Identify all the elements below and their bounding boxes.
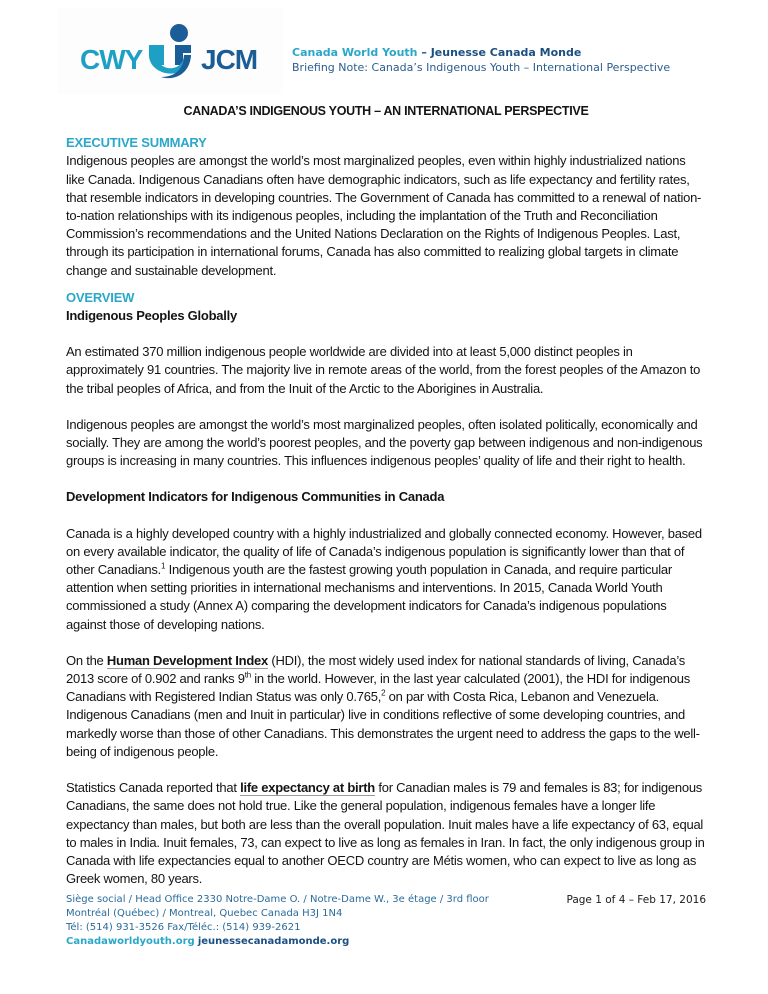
header-text-block [292, 45, 670, 75]
footer-websites [66, 935, 706, 949]
canada-paragraph-part2: Indigenous youth are the fastest growing youth population in Canada, and require particular attention when setting priorities in international mechanisms and interventions. In 2015, Canada World Youth commissioned a study (Annex A) comparing the development indicators for Canada’s indigenous populations against those of developing nations. [66, 562, 672, 632]
footer-address-line2: Montréal (Québec) / Montreal, Quebec Canada H3J 1N4 [66, 908, 343, 919]
hdi-part2: in the world. However, in the last year calculated (2001), the HDI for indigenous Canadians with Registered Indian Status was only 0.765, [66, 671, 690, 705]
document-title: CANADA’S INDIGENOUS YOUTH – AN INTERNATIONAL PERSPECTIVE [183, 104, 589, 118]
footer-address-line1: Siège social / Head Office 2330 Notre-Dame O. / Notre-Dame W., 3e étage / 3rd floor [66, 894, 489, 905]
life-rest: for Canadian males is 79 and females is 83; for indigenous Canadians, the same does not hold true. Like the general population, indigenous females have a longer life expectancy than males, but both are less than the overall population. Inuit males have a life expectancy of 63, equal to males in India. Inuit females, 73, can expect to live as long as females in Iran. In fact, the only indigenous group in Canada with life expectancies equal to another OECD country are Métis women, who can expect to live as long as Greek women, 80 years. [66, 780, 705, 887]
life-lead: Statistics Canada reported that [66, 780, 241, 796]
footnote-ref-1[interactable]: 1 [161, 561, 166, 571]
life-expectancy-link[interactable]: life expectancy at birth [240, 780, 375, 796]
hdi-paragraph [66, 652, 706, 761]
page-footer [66, 893, 706, 949]
global-paragraph-1: An estimated 370 million indigenous people worldwide are divided into at least 5,000 distinct peoples in approximately 91 countries. The majority live in remote areas of the world, from the forest peoples of the Amazon to the tribal peoples of Africa, and from the Inuit of the Arctic to the Aborigines in Australia. [66, 344, 701, 396]
logo-cwy-text: CWY [80, 44, 143, 75]
canada-paragraph [66, 525, 706, 634]
development-indicators-heading: Development Indicators for Indigenous Communities in Canada [66, 489, 445, 505]
rank-suffix: th [244, 670, 251, 680]
indigenous-peoples-globally-heading: Indigenous Peoples Globally [66, 308, 237, 324]
page-number-date: Page 1 of 4 – Feb 17, 2016 [566, 894, 706, 906]
human-development-index-link[interactable]: Human Development Index [106, 652, 269, 668]
footer-phone: Tél: (514) 931-3526 Fax/Téléc.: (514) 939-2621 [66, 922, 301, 933]
org-name-en: Canada World Youth [292, 46, 418, 59]
life-expectancy-paragraph [66, 779, 706, 888]
website-en-link[interactable]: Canadaworldyouth.org [66, 936, 195, 947]
briefing-note-subtitle: Briefing Note: Canada’s Indigenous Youth – International Perspective [292, 61, 671, 74]
canada-paragraph-part1: Canada is a highly developed country with a highly industrialized and globally connected economy. However, based on every available indicator, the quality of life of Canada’s indigenous population is significantly lower than that of other Canadians. [66, 525, 702, 578]
website-fr-link[interactable]: jeunessecanadamonde.org [197, 936, 350, 947]
executive-summary-paragraph: Indigenous peoples are amongst the world’s most marginalized peoples, even within highly industrialized nations like Canada. Indigenous Canadians often have demographic indicators, such as life expectancy and fertility rates, that resemble indicators in developing countries. The Government of Canada has committed to a renewal of nation-to-nation relationships with its indigenous peoples, including the implantation of the Truth and Reconciliation Commission’s recommendations and the United Nations Declaration on the Rights of Indigenous Peoples. Last, through its participation in international forums, Canada has also committed to realizing global targets in climate change and sustainable development. [66, 153, 702, 278]
header-org-line [292, 45, 670, 60]
hdi-part3: on par with Costa Rica, Lebanon and Venezuela. Indigenous Canadians (men and Inuit in particular) live in conditions reflective of some developing countries, and markedly worse than those of other Canadians. This demonstrates the urgent need to address the gaps to the well-being of indigenous people. [66, 689, 700, 759]
logo-figure-icon [145, 23, 197, 85]
document-body [66, 102, 706, 888]
org-name-separator: – [417, 46, 431, 59]
page-header [58, 8, 708, 94]
hdi-part1: (HDI), the most widely used index for national standards of living, Canada’s 2013 score of 0.902 and ranks 9 [66, 652, 685, 687]
executive-summary-heading: EXECUTIVE SUMMARY [66, 135, 207, 151]
org-name-fr: Jeunesse Canada Monde [430, 46, 582, 59]
overview-heading: OVERVIEW [66, 289, 135, 305]
logo-jcm-text: JCM [201, 44, 258, 75]
cwy-jcm-logo [58, 8, 283, 94]
global-paragraph-2: Indigenous peoples are amongst the world’s most marginalized peoples, often isolated politically, economically and socially. They are among the world’s poorest peoples, and the poverty gap between indigenous and non-indigenous groups is increasing in many countries. This influences indigenous peoples’ quality of life and their right to health. [66, 416, 703, 469]
footnote-ref-2[interactable]: 2 [381, 688, 386, 698]
hdi-lead: On the [66, 652, 107, 668]
